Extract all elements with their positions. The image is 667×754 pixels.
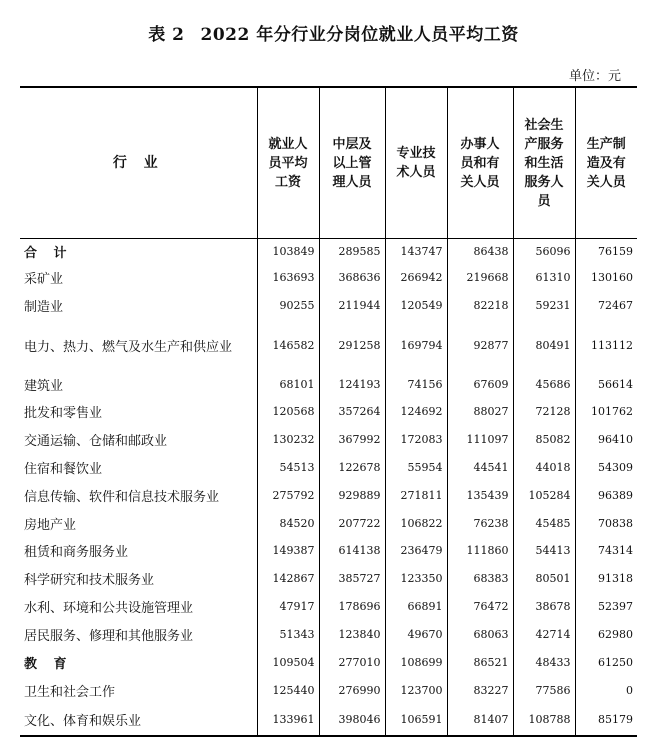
wage-value: 96410 bbox=[575, 426, 637, 454]
table-row bbox=[20, 593, 637, 621]
wage-value: 207722 bbox=[319, 510, 385, 537]
table-header bbox=[20, 87, 637, 239]
wage-value: 51343 bbox=[257, 621, 319, 649]
wage-value: 38678 bbox=[513, 593, 575, 621]
industry-name: 交通运输、仓储和邮政业 bbox=[24, 434, 168, 449]
column-header-line: 员平均 bbox=[268, 155, 308, 171]
wage-value: 929889 bbox=[319, 482, 385, 510]
wage-value: 149387 bbox=[257, 537, 319, 565]
wage-value: 113112 bbox=[575, 320, 637, 371]
column-header-3 bbox=[385, 87, 447, 239]
column-header-2 bbox=[319, 87, 385, 239]
wage-value: 108699 bbox=[385, 649, 447, 677]
industry-name: 教 育 bbox=[24, 657, 73, 672]
wage-value: 85082 bbox=[513, 426, 575, 454]
wage-value: 42714 bbox=[513, 621, 575, 649]
wage-value: 86521 bbox=[447, 649, 513, 677]
wage-value: 367992 bbox=[319, 426, 385, 454]
wage-value: 275792 bbox=[257, 482, 319, 510]
header-row bbox=[20, 87, 637, 239]
wage-value: 67609 bbox=[447, 371, 513, 398]
wage-value: 68063 bbox=[447, 621, 513, 649]
industry-name: 科学研究和技术服务业 bbox=[24, 573, 155, 588]
wage-value: 45485 bbox=[513, 510, 575, 537]
table-row bbox=[20, 264, 637, 292]
wage-value: 80491 bbox=[513, 320, 575, 371]
wage-value: 111860 bbox=[447, 537, 513, 565]
wage-value: 271811 bbox=[385, 482, 447, 510]
wage-value: 44018 bbox=[513, 454, 575, 482]
industry-name: 制造业 bbox=[24, 300, 64, 315]
wage-value: 398046 bbox=[319, 705, 385, 736]
wage-value: 86438 bbox=[447, 239, 513, 264]
industry-name: 采矿业 bbox=[24, 272, 64, 287]
wage-value: 55954 bbox=[385, 454, 447, 482]
column-header-line: 关人员 bbox=[586, 174, 626, 190]
column-header-line: 工资 bbox=[274, 174, 301, 190]
industry-name: 卫生和社会工作 bbox=[24, 685, 116, 700]
wage-value: 277010 bbox=[319, 649, 385, 677]
wage-table bbox=[20, 86, 637, 737]
table-body bbox=[20, 239, 637, 736]
column-header-5 bbox=[513, 87, 575, 239]
wage-value: 70838 bbox=[575, 510, 637, 537]
wage-value: 109504 bbox=[257, 649, 319, 677]
wage-value: 61310 bbox=[513, 264, 575, 292]
wage-value: 54413 bbox=[513, 537, 575, 565]
wage-value: 106591 bbox=[385, 705, 447, 736]
table-title bbox=[0, 20, 667, 45]
wage-value: 54309 bbox=[575, 454, 637, 482]
wage-value: 163693 bbox=[257, 264, 319, 292]
unit-label: 单位：元 bbox=[568, 69, 621, 84]
wage-value: 83227 bbox=[447, 677, 513, 705]
wage-value: 291258 bbox=[319, 320, 385, 371]
wage-value: 74314 bbox=[575, 537, 637, 565]
wage-value: 123840 bbox=[319, 621, 385, 649]
wage-value: 59231 bbox=[513, 292, 575, 320]
column-header-line: 社会生 bbox=[524, 117, 564, 133]
wage-value: 84520 bbox=[257, 510, 319, 537]
column-header-industry bbox=[20, 87, 257, 239]
table-row bbox=[20, 371, 637, 398]
wage-value: 74156 bbox=[385, 371, 447, 398]
wage-value: 101762 bbox=[575, 398, 637, 426]
column-header-line: 员和有 bbox=[460, 155, 500, 171]
wage-value: 614138 bbox=[319, 537, 385, 565]
table-title-text: 2022 年分行业分岗位就业人员平均工资 bbox=[200, 25, 519, 45]
wage-value: 76159 bbox=[575, 239, 637, 264]
column-header-line: 产服务 bbox=[524, 136, 564, 152]
table-row bbox=[20, 292, 637, 320]
table-row bbox=[20, 426, 637, 454]
industry-name: 信息传输、软件和信息技术服务业 bbox=[24, 490, 220, 505]
wage-value: 48433 bbox=[513, 649, 575, 677]
wage-value: 0 bbox=[575, 677, 637, 705]
wage-value: 123700 bbox=[385, 677, 447, 705]
column-header-4 bbox=[447, 87, 513, 239]
wage-value: 80501 bbox=[513, 565, 575, 593]
wage-value: 76238 bbox=[447, 510, 513, 537]
column-header-line: 关人员 bbox=[460, 174, 500, 190]
wage-value: 66891 bbox=[385, 593, 447, 621]
wage-value: 124692 bbox=[385, 398, 447, 426]
wage-value: 72467 bbox=[575, 292, 637, 320]
table-row bbox=[20, 649, 637, 677]
column-header-line: 理人员 bbox=[332, 174, 372, 190]
column-header-line: 服务人 bbox=[524, 174, 564, 190]
wage-value: 56096 bbox=[513, 239, 575, 264]
table-number: 表 2 bbox=[148, 25, 185, 45]
wage-value: 82218 bbox=[447, 292, 513, 320]
wage-value: 219668 bbox=[447, 264, 513, 292]
wage-value: 85179 bbox=[575, 705, 637, 736]
wage-value: 105284 bbox=[513, 482, 575, 510]
wage-value: 125440 bbox=[257, 677, 319, 705]
wage-value: 81407 bbox=[447, 705, 513, 736]
wage-value: 120549 bbox=[385, 292, 447, 320]
column-header-line: 造及有 bbox=[586, 155, 626, 171]
wage-value: 276990 bbox=[319, 677, 385, 705]
wage-value: 68101 bbox=[257, 371, 319, 398]
wage-value: 211944 bbox=[319, 292, 385, 320]
industry-name: 合 计 bbox=[24, 245, 73, 261]
wage-value: 135439 bbox=[447, 482, 513, 510]
table-row bbox=[20, 482, 637, 510]
wage-value: 111097 bbox=[447, 426, 513, 454]
wage-value: 62980 bbox=[575, 621, 637, 649]
wage-value: 124193 bbox=[319, 371, 385, 398]
wage-value: 130232 bbox=[257, 426, 319, 454]
wage-value: 77586 bbox=[513, 677, 575, 705]
column-header-line: 行 业 bbox=[112, 154, 164, 171]
wage-value: 72128 bbox=[513, 398, 575, 426]
column-header-line: 术人员 bbox=[396, 165, 436, 180]
wage-value: 368636 bbox=[319, 264, 385, 292]
wage-value: 385727 bbox=[319, 565, 385, 593]
column-header-line: 就业人 bbox=[268, 136, 308, 152]
wage-value: 92877 bbox=[447, 320, 513, 371]
column-header-6 bbox=[575, 87, 637, 239]
column-header-line: 生产制 bbox=[586, 136, 626, 152]
wage-value: 289585 bbox=[319, 239, 385, 264]
wage-value: 45686 bbox=[513, 371, 575, 398]
wage-value: 108788 bbox=[513, 705, 575, 736]
wage-value: 236479 bbox=[385, 537, 447, 565]
wage-value: 130160 bbox=[575, 264, 637, 292]
table-row bbox=[20, 537, 637, 565]
wage-value: 68383 bbox=[447, 565, 513, 593]
wage-value: 123350 bbox=[385, 565, 447, 593]
column-header-1 bbox=[257, 87, 319, 239]
wage-value: 146582 bbox=[257, 320, 319, 371]
industry-name: 居民服务、修理和其他服务业 bbox=[24, 629, 194, 644]
industry-name: 房地产业 bbox=[24, 517, 77, 533]
industry-name: 文化、体育和娱乐业 bbox=[20, 705, 257, 736]
industry-name: 住宿和餐饮业 bbox=[24, 462, 103, 477]
table-row bbox=[20, 239, 637, 264]
table-row bbox=[20, 398, 637, 426]
wage-value: 49670 bbox=[385, 621, 447, 649]
wage-value: 142867 bbox=[257, 565, 319, 593]
wage-value: 357264 bbox=[319, 398, 385, 426]
wage-value: 52397 bbox=[575, 593, 637, 621]
table-row bbox=[20, 510, 637, 537]
wage-value: 90255 bbox=[257, 292, 319, 320]
column-header-line: 专业技 bbox=[396, 146, 436, 161]
wage-value: 106822 bbox=[385, 510, 447, 537]
wage-value: 103849 bbox=[257, 239, 319, 264]
wage-value: 172083 bbox=[385, 426, 447, 454]
industry-name: 电力、热力、燃气及水生产和供应业 bbox=[24, 339, 233, 355]
wage-value: 169794 bbox=[385, 320, 447, 371]
table-row bbox=[20, 705, 637, 736]
wage-value: 88027 bbox=[447, 398, 513, 426]
wage-value: 122678 bbox=[319, 454, 385, 482]
wage-value: 266942 bbox=[385, 264, 447, 292]
wage-value: 178696 bbox=[319, 593, 385, 621]
wage-value: 76472 bbox=[447, 593, 513, 621]
table-row bbox=[20, 454, 637, 482]
wage-value: 56614 bbox=[575, 371, 637, 398]
column-header-line: 以上管 bbox=[332, 155, 372, 171]
wage-value: 91318 bbox=[575, 565, 637, 593]
wage-value: 61250 bbox=[575, 649, 637, 677]
table-row bbox=[20, 320, 637, 371]
column-header-line: 办事人 bbox=[460, 136, 500, 152]
wage-value: 47917 bbox=[257, 593, 319, 621]
table-row bbox=[20, 677, 637, 705]
wage-value: 133961 bbox=[257, 705, 319, 736]
wage-value: 143747 bbox=[385, 239, 447, 264]
industry-name: 批发和零售业 bbox=[24, 406, 103, 421]
wage-value: 120568 bbox=[257, 398, 319, 426]
industry-name: 水利、环境和公共设施管理业 bbox=[24, 601, 194, 616]
column-header-line: 和生活 bbox=[524, 155, 564, 171]
wage-value: 54513 bbox=[257, 454, 319, 482]
table-row bbox=[20, 565, 637, 593]
column-header-line: 员 bbox=[537, 193, 551, 209]
industry-name: 租赁和商务服务业 bbox=[24, 545, 129, 560]
column-header-line: 中层及 bbox=[332, 136, 372, 152]
wage-value: 96389 bbox=[575, 482, 637, 510]
industry-name: 建筑业 bbox=[24, 378, 64, 394]
wage-value: 44541 bbox=[447, 454, 513, 482]
table-row bbox=[20, 621, 637, 649]
